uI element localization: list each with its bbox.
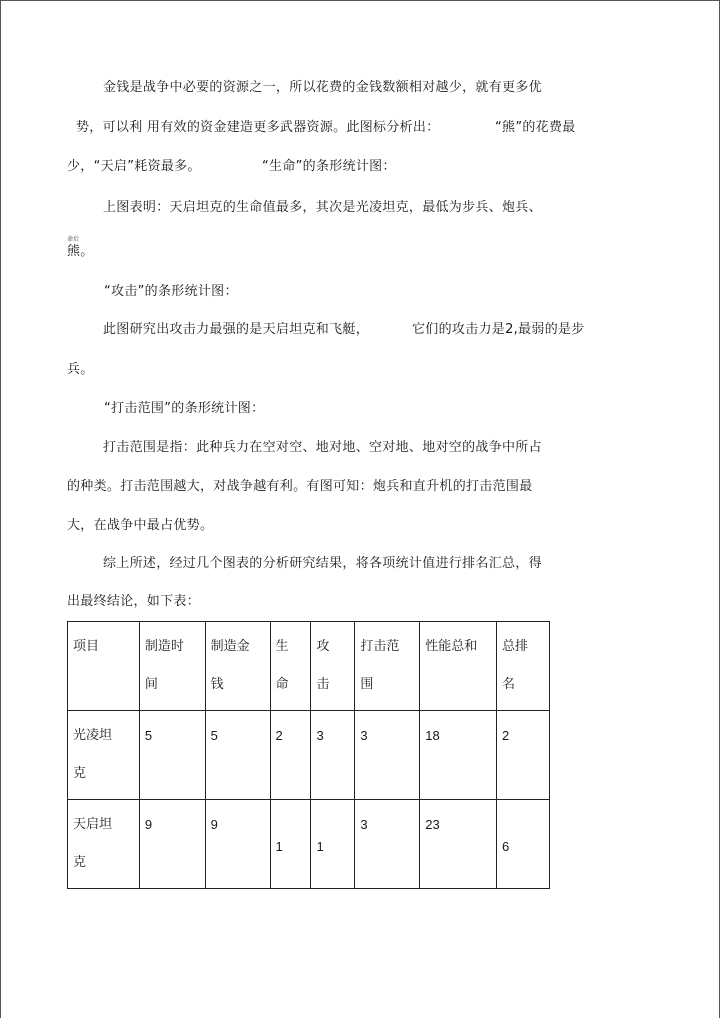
table-header-cell: 制造金 钱: [205, 622, 270, 711]
table-header-cell: 总排 名: [497, 622, 550, 711]
table-cell-range: 3: [355, 711, 420, 800]
table-cell-rank: 2: [497, 711, 550, 800]
paragraph-line: 兵。: [67, 362, 94, 377]
table-cell-total: 23: [420, 800, 497, 889]
paragraph-line: 的种类。打击范围越大，对战争越有利。有图可知：炮兵和直升机的打击范围最: [67, 479, 533, 494]
table-header-cell: 生 命: [270, 622, 311, 711]
table-cell-rank: 6: [497, 800, 550, 889]
chart-caption-attack: “攻击”的条形统计图：: [104, 284, 238, 299]
chart-caption-range: “打击范围”的条形统计图：: [104, 401, 265, 416]
paragraph-line: 少，“天启”耗资最多。: [67, 159, 201, 174]
table-cell-range: 3: [355, 800, 420, 889]
paragraph-line: 此图研究出攻击力最强的是天启坦克和飞艇，: [103, 322, 370, 337]
page-border-left: [0, 0, 1, 1018]
table-cell-name: 天启坦 克: [68, 800, 140, 889]
chart-caption-life: “生命”的条形统计图：: [262, 159, 396, 174]
paragraph-line: 金钱是战争中必要的资源之一，所以花费的金钱数额相对越少，就有更多优: [103, 80, 542, 95]
table-header-cell: 性能总和: [420, 622, 497, 711]
table-cell-attack: 1: [311, 800, 355, 889]
table-cell-time: 5: [139, 711, 205, 800]
table-cell-name: 光凌坦 克: [68, 711, 140, 800]
table-header-row: [68, 622, 550, 711]
paragraph-line: 它们的攻击力是2,最弱的是步: [412, 322, 585, 337]
table-header-cell: 打击范 围: [355, 622, 420, 711]
table-header-cell: 制造时 间: [139, 622, 205, 711]
table-cell-money: 5: [205, 711, 270, 800]
table-cell-time: 9: [139, 800, 205, 889]
table-cell-life: 1: [270, 800, 311, 889]
ranking-table: [67, 621, 550, 889]
table-header-cell: 攻 击: [311, 622, 355, 711]
tiny-note: 命后: [67, 236, 80, 243]
table-cell-money: 9: [205, 800, 270, 889]
paragraph-line: 打击范围是指：此种兵力在空对空、地对地、空对地、地对空的战争中所占: [103, 440, 542, 455]
paragraph-line: 上图表明：天启坦克的生命值最多，其次是光凌坦克，最低为步兵、炮兵、: [103, 200, 542, 215]
table-row: [68, 711, 550, 800]
paragraph-line: 熊。: [67, 244, 94, 259]
page-border-top: [0, 0, 720, 1]
paragraph-line: 综上所述，经过几个图表的分析研究结果，将各项统计值进行排名汇总，得: [103, 556, 542, 571]
table-cell-attack: 3: [311, 711, 355, 800]
paragraph-line: 大，在战争中最占优势。: [67, 518, 214, 533]
table-row: [68, 800, 550, 889]
table-cell-total: 18: [420, 711, 497, 800]
table-header-cell: 项目: [68, 622, 140, 711]
table-cell-life: 2: [270, 711, 311, 800]
paragraph-line: 势，可以利 用有效的资金建造更多武器资源。此图标分析出：: [76, 120, 440, 135]
paragraph-line: 出最终结论，如下表：: [67, 594, 201, 609]
paragraph-line: “熊”的花费最: [495, 120, 576, 135]
